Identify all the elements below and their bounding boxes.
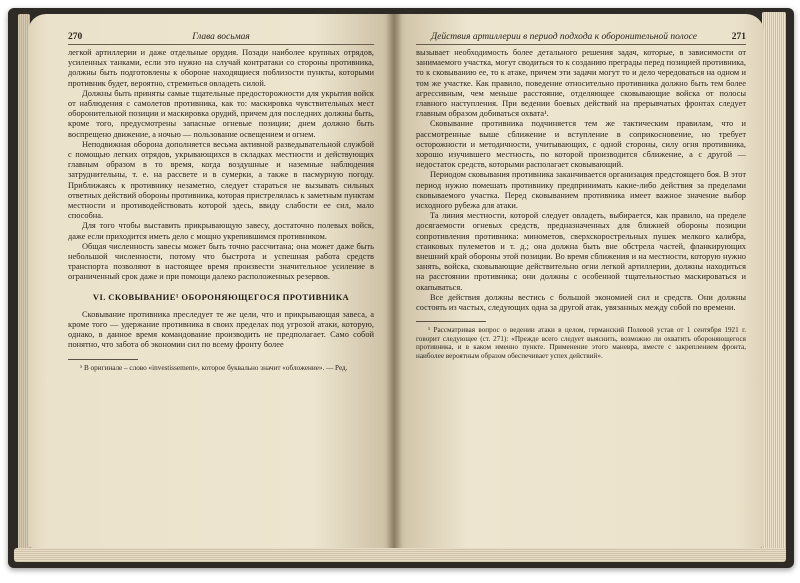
footnote-text: ¹ В оригинале – слово «investissement», которое буквально значит «обложение». — Ред. xyxy=(80,363,348,372)
page-edges-right xyxy=(762,12,786,560)
left-running-head xyxy=(68,32,374,45)
left-page-number: 270 xyxy=(68,32,83,42)
paragraph: Сковывание противника подчиняется тем же тактическим правилам, что и рассмотренные выше сближение и вступление в соприкосновение, но требует осторожности и методичности, учитывающих, с одной стороны, силу огня противника, хорошо изучившего местность, по которой производится сближение, а с другой — недостаток средств, которыми располагает сковывающий. xyxy=(416,119,746,170)
paragraph: Для того чтобы выставить прикрывающую завесу, достаточно полевых войск, даже если приходится иметь дело с мощно укрепившимся противником. xyxy=(68,221,374,241)
right-running-head-title: Действия артиллерии в период подхода к оборонительной полосе xyxy=(431,32,697,42)
section-heading: VI. СКОВЫВАНИЕ¹ ОБОРОНЯЮЩЕГОСЯ ПРОТИВНИКА xyxy=(92,291,350,302)
paragraph: вызывает необходимость более детального решения задач, которые, в зависимости от занимаемого участка, могут сводиться то к созданию преграды перед позицией противника, то к сковыванию ее, то к атаке, причем эти задачи могут то и дело чередоваться на одном и том же участке. Как правило, поведение относительно противника должно быть тем более агрессивным, чем меньше расстояние, отделяющее сковывающие войска от полосы главного наступления. При ведении боевых действий на прерывчатых фронтах следует главным образом добиваться охвата¹. xyxy=(416,48,746,119)
right-page-body xyxy=(416,48,746,361)
paragraph: легкой артиллерии и даже отдельные орудия. Позади наиболее крупных отрядов, усиленных танками, если это нужно на случай контратаки со стороны противника, должны быть подготовлены к обороне находящиеся поблизости пункты, которыми противник будет, вероятно, стремиться овладеть силой. xyxy=(68,48,374,88)
footnote-text: ¹ Рассматривая вопрос о ведении атаки в целом, германский Полевой устав от 1 сентября 1921 г. говорит следующее (ст. 271): «Прежде всего следует выяснить, возможно ли охватить обороняющегося противника, и в каком именно пункте. Применение этого маневра, вместе с закреплением фронта, наиболее вероятным образом обеспечивает успех действий». xyxy=(416,326,746,361)
book-gutter-shadow xyxy=(386,14,402,548)
left-page xyxy=(28,14,394,548)
paragraph: Сковывание противника преследует те же цели, что и прикрывающая завеса, а кроме того — удержание противника в своих пределах под угрозой атаки, которую, однако, в данное время командование производить не предполагает. Само собой понятно, что забота об экономии сил по всему фронту более xyxy=(68,309,374,350)
paragraph: Та линия местности, которой следует овладеть, выбирается, как правило, на пределе досягаемости огневых средств, предназначенных для ближней обороны позиции сопротивления противника: минометов, сверхскорострельных пушек мелкого калибра, станковых пулеметов и т. д.; она должна быть вне обстрела частей, фланкирующих внешний край обороны этой позиции. Во время сближения и на местности, которую нужно занять, войска, сковывающие действительно огни легкой артиллерии, должны находиться на расстоянии противника; они должны с особенной тщательностью маскироваться и окапываться. xyxy=(416,211,746,292)
paragraph: Должны быть приняты самые тщательные предосторожности для укрытия войск от наблюдения с самолетов противника, как то: маскировка чувствительных мест оборонительной позиции и маскировка орудий, причем для последних должны быть, кроме того, предусмотрены запасные огневые позиции; днем должно быть воспрещено движение, а ночью — пользование освещением и огнем. xyxy=(68,88,374,139)
paragraph: Все действия должны вестись с большой экономией сил и средств. Они должны состоять из частых, следующих одна за другой атак, увязанных между собой по времени. xyxy=(416,292,746,313)
right-running-head xyxy=(416,32,746,45)
paragraph: Периодом сковывания противника заканчивается организация предстоящего боя. В этот период нужно помешать противнику предпринимать какие-либо действия за пределами сковываемого участка. Перед сковыванием противника имеет важное значение выбор исходного рубежа для атаки. xyxy=(416,170,746,211)
footnote-rule xyxy=(416,321,486,322)
right-page xyxy=(394,14,764,548)
left-footnote xyxy=(68,364,374,373)
footnote-rule xyxy=(68,359,138,360)
page-edges-bottom xyxy=(14,548,786,562)
paragraph: Неподвижная оборона дополняется весьма активной разведывательной службой с помощью легких отрядов, укрывающихся в складках местности и действующих главным образом в то время, когда воздушные и наземные наблюдения затруднительны, т. е. на рассвете и в сумерки, а также в пасмурную погоду. Приближаясь к противнику незаметно, следует стараться не вызывать сильных ответных действий обороны противника, которая пристрелялась к заметным пунктам местности и противодействовать которой здесь, ввиду слабости ее сил, мало способна. xyxy=(68,139,374,221)
left-running-head-title: Глава восьмая xyxy=(192,32,250,42)
left-page-body xyxy=(68,48,374,372)
paragraph: Общая численность завесы может быть точно рассчитана; она может даже быть небольшой численности, потому что быстрота и успешная работа средств транспорта позволяют в настоящее время произвести значительное усиление в ограниченный срок даже и при помощи далеко расположенных резервов. xyxy=(68,241,374,282)
right-page-number: 271 xyxy=(731,32,746,42)
right-footnote xyxy=(416,326,746,360)
